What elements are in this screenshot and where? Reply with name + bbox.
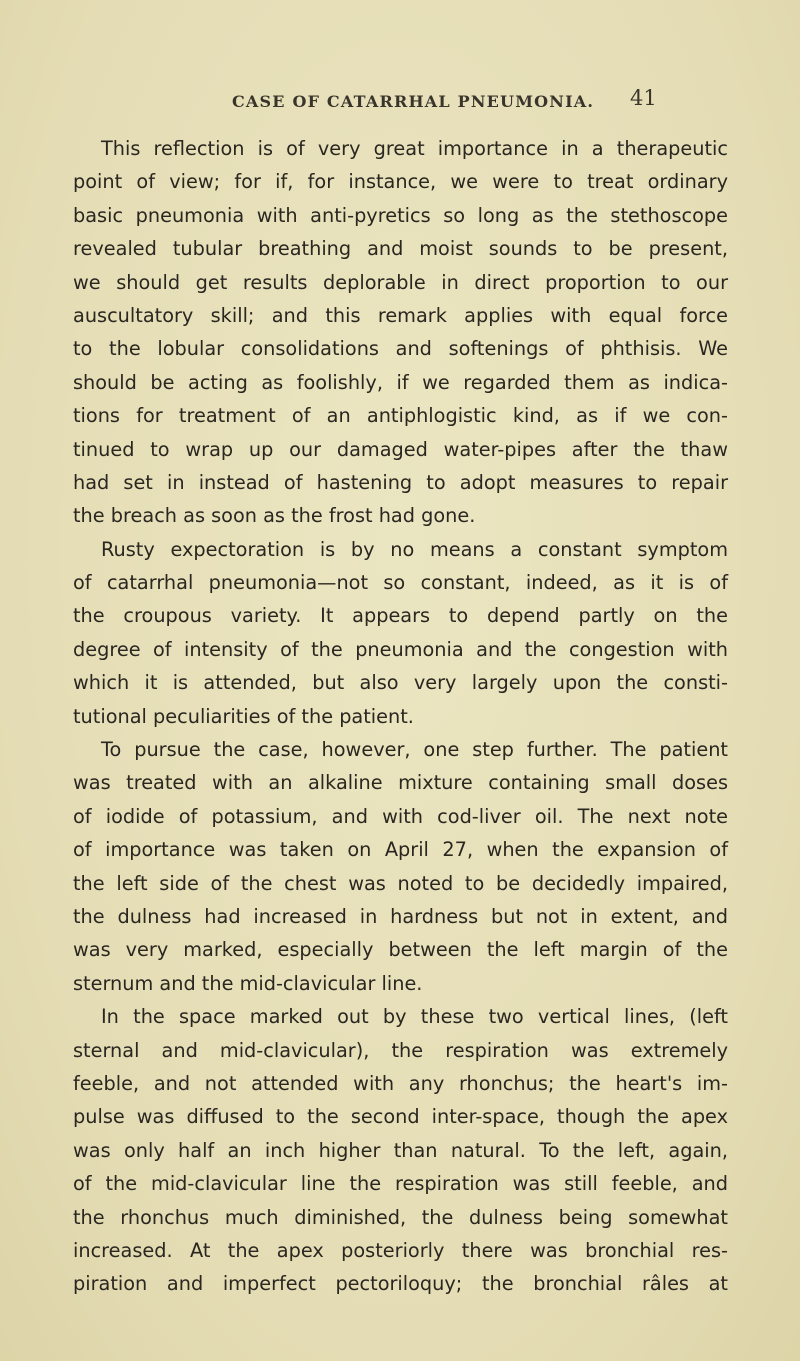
text-line: which it is attended, but also very largely upon the consti- [73, 671, 728, 695]
page-header [0, 86, 800, 120]
text-line: we should get results deplorable in direct proportion to our [73, 270, 728, 294]
text-line: Rusty expectoration is by no means a constant symptom [101, 537, 728, 561]
paragraph [73, 132, 728, 533]
paragraph [73, 1000, 728, 1301]
running-head: CASE OF CATARRHAL PNEUMONIA. [232, 92, 595, 111]
text-line: should be acting as foolishly, if we regarded them as indica- [73, 370, 728, 394]
text-line: the rhonchus much diminished, the dulness being somewhat [73, 1205, 728, 1229]
text-line: tions for treatment of an antiphlogistic kind, as if we con- [73, 404, 728, 428]
paragraph [73, 533, 728, 733]
text-line: pulse was diffused to the second inter-space, though the apex [73, 1105, 728, 1129]
text-line: degree of intensity of the pneumonia and the congestion with [73, 637, 728, 661]
text-line: This reflection is of very great importance in a therapeutic [101, 137, 728, 160]
text-line: basic pneumonia with anti-pyretics so long as the stethoscope [73, 203, 728, 227]
page-number: 41 [630, 86, 657, 110]
text-line: the left side of the chest was noted to be decidedly impaired, [73, 871, 728, 895]
text-line: revealed tubular breathing and moist sounds to be present, [73, 237, 728, 261]
text-line: of iodide of potassium, and with cod-liver oil. The next note [73, 804, 728, 828]
text-line: was only half an inch higher than natural. To the left, again, [73, 1138, 728, 1162]
text-line: auscultatory skill; and this remark applies with equal force [73, 303, 728, 327]
text-line: sternal and mid-clavicular), the respiration was extremely [73, 1038, 728, 1062]
text-line: had set in instead of hastening to adopt measures to repair [73, 470, 728, 494]
paragraph [73, 733, 728, 1000]
text-line: of catarrhal pneumonia—not so constant, indeed, as it is of [73, 571, 728, 595]
text-line: piration and imperfect pectoriloquy; the bronchial râles at [73, 1272, 728, 1296]
text-line: was very marked, especially between the left margin of the [73, 938, 728, 962]
text-line: feeble, and not attended with any rhonchus; the heart's im- [73, 1071, 728, 1095]
text-line: tutional peculiarities of the patient. [73, 704, 414, 728]
text-line: point of view; for if, for instance, we were to treat ordinary [73, 170, 728, 194]
text-line: the croupous variety. It appears to depend partly on the [73, 604, 728, 628]
text-line: of importance was taken on April 27, when the expansion of [73, 838, 728, 862]
text-line: In the space marked out by these two vertical lines, (left [101, 1005, 728, 1029]
text-line: to the lobular consolidations and softenings of phthisis. We [73, 337, 728, 361]
text-line: was treated with an alkaline mixture containing small doses [73, 771, 728, 795]
text-line: To pursue the case, however, one step further. The patient [101, 738, 728, 762]
text-line: increased. At the apex posteriorly there was bronchial res- [73, 1238, 728, 1262]
text-line: sternum and the mid-clavicular line. [73, 971, 423, 995]
text-line: tinued to wrap up our damaged water-pipes after the thaw [73, 437, 728, 461]
text-line: the dulness had increased in hardness but not in extent, and [73, 904, 728, 928]
text-line: the breach as soon as the frost had gone. [73, 504, 476, 528]
text-line: of the mid-clavicular line the respiration was still feeble, and [73, 1172, 728, 1196]
body-text [73, 132, 728, 1301]
